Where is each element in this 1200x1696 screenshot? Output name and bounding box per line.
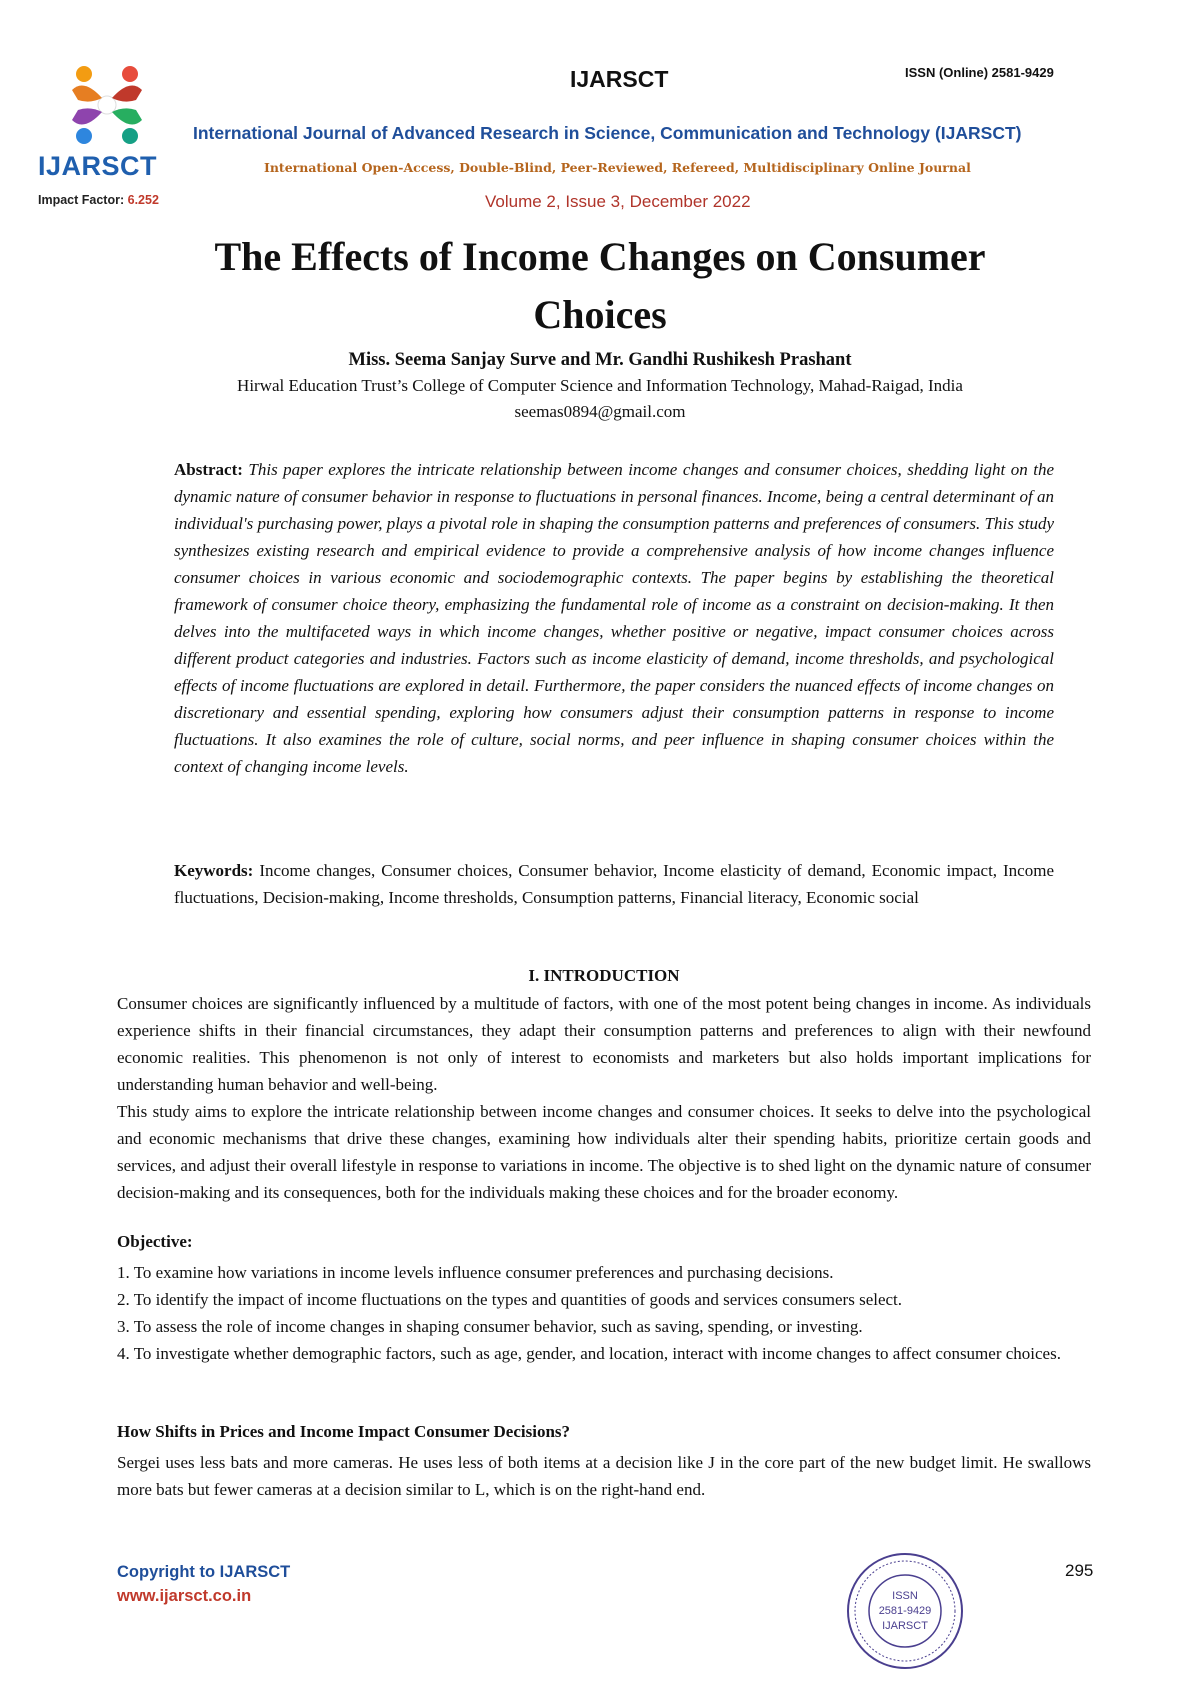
seal-line-2: 2581-9429 bbox=[878, 1605, 932, 1617]
introduction-paragraph-2: This study aims to explore the intricate relationship between income changes and consumer choices. It seeks to delve into the psychological and economic mechanisms that drive these changes, examining how individuals alter their spending habits, prioritize certain goods and services, and adjust their overall lifestyle in response to variations in income. The objective is to shed light on the dynamic nature of consumer decision-making and its consequences, both for the individuals making these choices and for the broader economy. bbox=[117, 1102, 1091, 1202]
paper-title-line2: Choices bbox=[533, 292, 667, 337]
authors: Miss. Seema Sanjay Surve and Mr. Gandhi Rushikesh Prashant bbox=[348, 350, 852, 370]
ijarsct-logo-icon bbox=[62, 60, 152, 150]
affiliation: Hirwal Education Trust’s College of Computer Science and Information Technology, Mahad-Raigad, India bbox=[237, 376, 963, 395]
issn-label: ISSN (Online) 2581-9429 bbox=[905, 65, 1054, 80]
introduction-paragraph-1: Consumer choices are significantly influenced by a multitude of factors, with one of the most potent being changes in income. As individuals experience shifts in their financial circumstances, they adapt their consumption patterns and preferences to align with their newfound economic realities. This phenomenon is not only of interest to economists and marketers but also holds important implications for understanding human behavior and well-being. bbox=[117, 994, 1091, 1094]
keywords-text: Income changes, Consumer choices, Consumer behavior, Income elasticity of demand, Economic impact, Income fluctuations, Decision-making, Income thresholds, Consumption patterns, Financial literacy, Economic social bbox=[174, 861, 1054, 907]
journal-subtitle: International Open-Access, Double-Blind, Peer-Reviewed, Refereed, Multidisciplinary Online Journal bbox=[264, 160, 971, 175]
introduction-heading: I. INTRODUCTION bbox=[528, 966, 680, 985]
abstract-text: This paper explores the intricate relationship between income changes and consumer choices, shedding light on the dynamic nature of consumer behavior in response to fluctuations in personal finances. Income, being a central determinant of an individual's purchasing power, plays a pivotal role in shaping the consumption patterns and preferences of consumers. This study synthesizes existing research and empirical evidence to provide a comprehensive analysis of how income changes influence consumer choices in various economic and sociodemographic contexts. The paper begins by establishing the theoretical framework of consumer choice theory, emphasizing the fundamental role of income as a constraint on decision-making. It then delves into the multifaceted ways in which income changes, whether positive or negative, impact consumer choices across different product categories and industries. Factors such as income elasticity of demand, income thresholds, and psychological effects of income fluctuations are explored in detail. Furthermore, the paper considers the nuanced effects of income changes on discretionary and essential spending, exploring how consumers adjust their consumption patterns in response to income fluctuations. It also examines the role of culture, social norms, and peer influence in shaping consumer choices within the context of changing income levels. bbox=[174, 460, 1055, 776]
section-paragraph: Sergei uses less bats and more cameras. He uses less of both items at a decision like J in the core part of the new budget limit. He swallows more bats but fewer cameras at a decision similar to L, which is on the right-hand end. bbox=[117, 1453, 1091, 1499]
keywords-label: Keywords: bbox=[174, 861, 254, 880]
objective-heading: Objective: bbox=[117, 1232, 193, 1251]
logo-text: IJARSCT bbox=[38, 151, 158, 181]
abstract bbox=[174, 456, 1054, 780]
objective-item: 1. To examine how variations in income levels influence consumer preferences and purchasing decisions. bbox=[117, 1263, 834, 1282]
page-number: 295 bbox=[1065, 1561, 1094, 1580]
objective-item: 4. To investigate whether demographic factors, such as age, gender, and location, interact with income changes to affect consumer choices. bbox=[117, 1344, 1061, 1363]
impact-factor bbox=[38, 193, 159, 207]
keywords bbox=[174, 857, 1054, 911]
impact-factor-label: Impact Factor: bbox=[38, 193, 125, 207]
objective-item: 2. To identify the impact of income fluctuations on the types and quantities of goods and services consumers select. bbox=[117, 1290, 903, 1309]
copyright: Copyright to IJARSCT bbox=[117, 1563, 291, 1581]
section-heading: How Shifts in Prices and Income Impact Consumer Decisions? bbox=[117, 1422, 571, 1441]
paper-title bbox=[150, 228, 1050, 344]
abstract-label: Abstract: bbox=[174, 460, 243, 479]
objective-item: 3. To assess the role of income changes in shaping consumer behavior, such as saving, spending, or investing. bbox=[117, 1317, 863, 1336]
paper-title-line1: The Effects of Income Changes on Consumer bbox=[214, 234, 986, 279]
author-email: seemas0894@gmail.com bbox=[514, 402, 686, 421]
volume-issue: Volume 2, Issue 3, December 2022 bbox=[485, 192, 751, 211]
objective-list bbox=[117, 1259, 1091, 1367]
journal-name: International Journal of Advanced Research in Science, Communication and Technology (IJARSCT) bbox=[193, 123, 1022, 143]
impact-factor-value: 6.252 bbox=[127, 193, 159, 207]
issn-seal-icon bbox=[845, 1551, 965, 1671]
journal-abbreviation: IJARSCT bbox=[570, 66, 669, 92]
seal-line-3: IJARSCT bbox=[882, 1620, 928, 1632]
website-link[interactable]: www.ijarsct.co.in bbox=[117, 1587, 252, 1605]
seal-line-1: ISSN bbox=[892, 1590, 918, 1602]
